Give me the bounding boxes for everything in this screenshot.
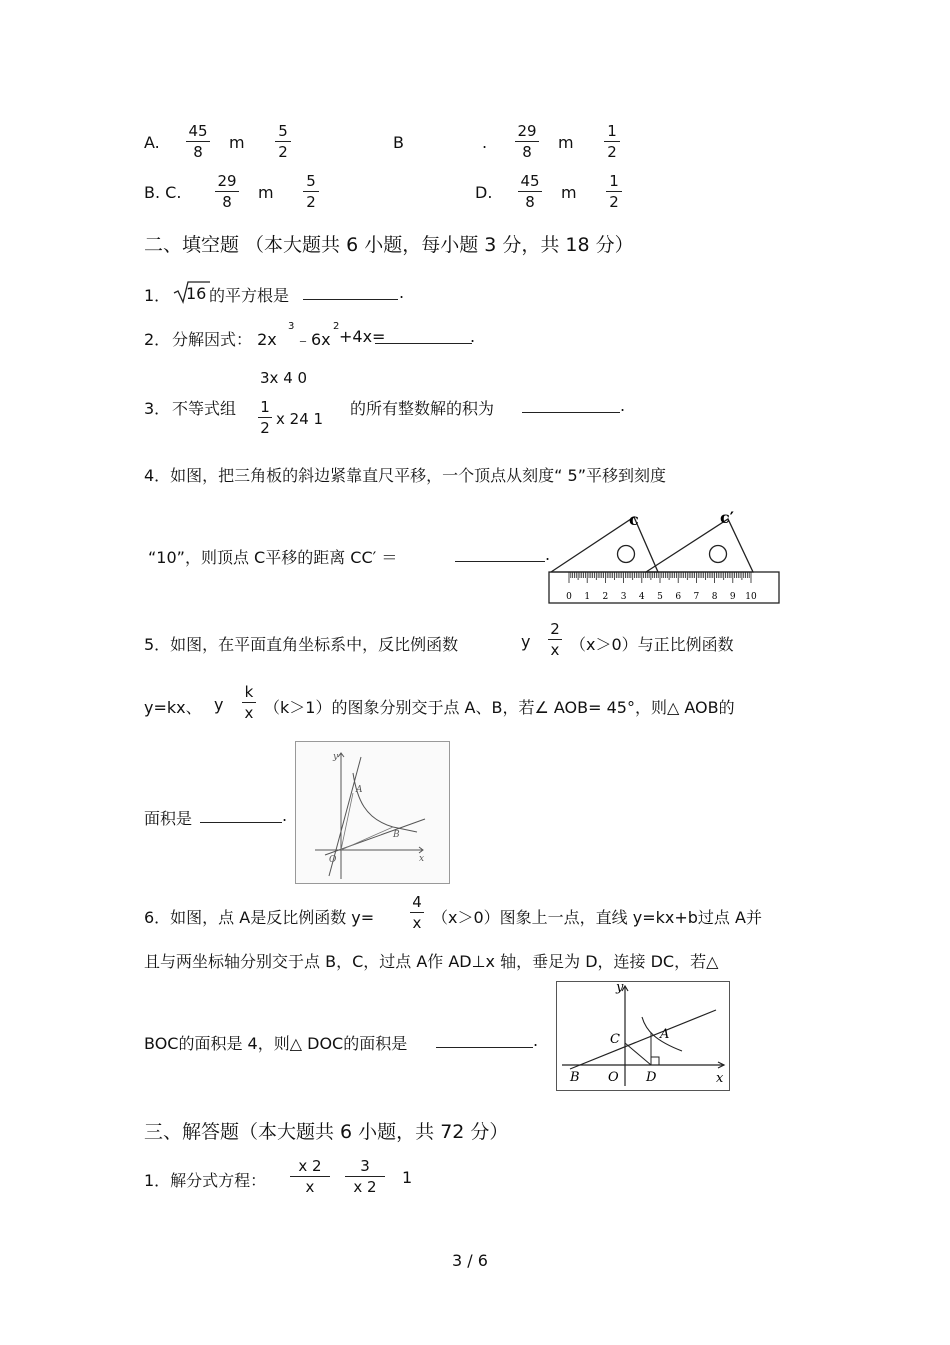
ruler-tick-label: 2 — [602, 592, 609, 602]
section2-title: 二、填空题 （本大题共 6 小题，每小题 3 分，共 18 分） — [144, 234, 634, 256]
q1-end: . — [399, 283, 405, 302]
choice-b-frac2: 1 2 — [604, 122, 620, 161]
q5-end: . — [282, 806, 288, 825]
x-label: x — [419, 854, 425, 864]
choice-d-frac2: 1 2 — [606, 172, 622, 211]
y-label: y — [616, 981, 624, 995]
triangle-2-hole — [710, 546, 727, 563]
q2-mid2: +4x= — [339, 327, 386, 346]
q4-line2: “10”，则顶点 C平移的距离 CC′ ＝ — [148, 548, 398, 567]
section3-title: 三、解答题（本大题共 6 小题，共 72 分） — [144, 1121, 509, 1143]
ruler-tick-label: 10 — [745, 592, 757, 602]
origin-label: O — [608, 1070, 619, 1085]
q1-text: 的平方根是 — [209, 286, 290, 305]
point-a-label: A — [660, 1027, 670, 1042]
choice-c-label: B. C. — [144, 183, 182, 202]
ruler-tick-label: 6 — [675, 592, 682, 602]
q1-number: 1． — [144, 286, 171, 305]
q1-radicand: 16 — [186, 284, 207, 303]
choice-a-frac2: 5 2 — [275, 122, 291, 161]
choice-c-frac2: 5 2 — [303, 172, 319, 211]
q2-number: 2． — [144, 330, 171, 349]
q4-end: . — [545, 545, 551, 564]
q6-frac: 4 x — [410, 893, 424, 932]
ruler-tick-label: 0 — [566, 592, 572, 602]
choice-b-frac1: 29 8 — [515, 122, 539, 161]
q5-frame — [296, 742, 450, 884]
q2-sup1: 3 — [288, 321, 295, 332]
point-b-label: B — [393, 830, 400, 840]
q6-answer-blank[interactable] — [436, 1031, 533, 1052]
triangle-1-hole — [618, 546, 635, 563]
choice-d-frac1: 45 8 — [518, 172, 542, 211]
q5-line2-post: （k＞1）的图象分别交于点 A、B，若∠ AOB= 45°，则△ AOB的 — [264, 698, 735, 717]
choice-a-label: A. — [144, 133, 160, 152]
q2-answer-blank[interactable] — [375, 327, 472, 348]
choice-a-m: m — [229, 133, 245, 152]
p1-frac1: x 2 x — [290, 1157, 330, 1196]
q3-frac: 1 2 — [258, 398, 272, 437]
q5-line1-pre: 5．如图，在平面直角坐标系中，反比例函数 — [144, 635, 459, 654]
y-label: y — [333, 752, 339, 762]
ruler-tick-label: 1 — [584, 592, 591, 602]
ruler-tick-label: 7 — [693, 592, 700, 602]
choice-c-frac1: 29 8 — [215, 172, 239, 211]
label-c: c — [629, 510, 639, 529]
q2-sup2: 2 — [333, 321, 340, 332]
point-d-label: D — [646, 1070, 657, 1085]
ruler-tick-label: 9 — [729, 592, 736, 602]
choice-a-frac1: 45 8 — [186, 122, 210, 161]
choice-b-m: m — [558, 133, 574, 152]
q5-frac2: k x — [242, 683, 256, 722]
q2-text: 分解因式： 2x — [172, 330, 277, 349]
q5-figure-graph — [295, 741, 451, 885]
triangle-1 — [551, 517, 658, 572]
ruler-tick-label: 3 — [620, 592, 627, 602]
q5-frac1: 2 x — [548, 620, 562, 659]
point-b-label: B — [570, 1070, 580, 1085]
q2-end: . — [470, 327, 476, 346]
choice-c-m: m — [258, 183, 274, 202]
point-c-label: C — [610, 1032, 620, 1047]
page-number: 3 / 6 — [452, 1251, 488, 1270]
q6-line2: 且与两坐标轴分别交于点 B，C，过点 A作 AD⊥x 轴，垂足为 D，连接 DC，若△ — [144, 952, 719, 971]
p1-rhs: 1 — [402, 1168, 413, 1187]
q3-text: 不等式组 — [172, 399, 237, 418]
q3-answer-blank[interactable] — [522, 396, 620, 417]
origin-label: O — [329, 855, 337, 865]
q6-line3: BOC的面积是 4，则△ DOC的面积是 — [144, 1034, 408, 1053]
point-a-label: A — [356, 785, 363, 795]
q6-frame — [557, 982, 730, 1091]
q4-line1: 4．如图，把三角板的斜边紧靠直尺平移，一个顶点从刻度“ 5”平移到刻度 — [144, 466, 667, 485]
q4-answer-blank[interactable] — [455, 545, 545, 566]
ruler-tick-label: 4 — [638, 592, 645, 602]
p1-text: 1．解分式方程： — [144, 1171, 267, 1190]
q4-figure-ruler-triangles — [545, 505, 783, 607]
q3-ineq1: 3x 4 0 — [260, 369, 308, 387]
q5-y1: y — [521, 632, 531, 651]
q3-after: 的所有整数解的积为 — [350, 399, 495, 418]
q5-line1-post: （x＞0）与正比例函数 — [570, 635, 734, 654]
choice-d-label: D. — [475, 183, 493, 202]
triangle-2 — [646, 519, 753, 572]
p1-frac2: 3 x 2 — [345, 1157, 385, 1196]
q3-end: . — [620, 396, 626, 415]
ruler-tick-label: 5 — [657, 592, 663, 602]
q5-line2-pre: y=kx、 — [144, 698, 202, 717]
q6-line1-pre: 6．如图，点 A是反比例函数 y= — [144, 908, 375, 927]
q5-answer-blank[interactable] — [200, 806, 282, 827]
q2-mid1: ﹣6x — [295, 330, 331, 349]
q5-y2: y — [214, 695, 224, 714]
choice-d-m: m — [561, 183, 577, 202]
choice-b-dot: . — [482, 133, 488, 152]
q6-line1-post: （x＞0）图象上一点，直线 y=kx+b过点 A并 — [432, 908, 762, 927]
q5-line3: 面积是 — [144, 809, 193, 828]
x-label: x — [716, 1071, 724, 1086]
q6-figure-graph — [556, 981, 731, 1092]
label-c-prime: c′ — [720, 508, 734, 527]
q3-ineq2: x 24 1 — [276, 410, 324, 428]
q6-end: . — [533, 1031, 539, 1050]
choice-b-label: B — [393, 133, 404, 152]
q3-number: 3． — [144, 399, 171, 418]
ruler-tick-label: 8 — [711, 592, 718, 602]
q1-answer-blank[interactable] — [303, 283, 398, 304]
